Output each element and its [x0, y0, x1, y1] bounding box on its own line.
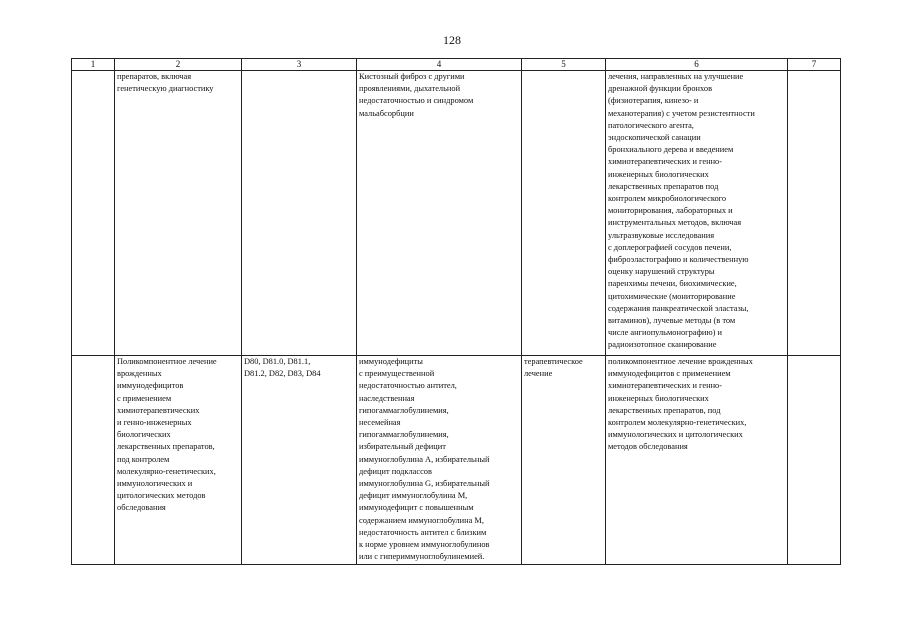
header-row [72, 59, 841, 71]
table-cell-col4 [357, 356, 522, 565]
table-cell-col7 [788, 71, 841, 356]
table-cell-col4 [357, 71, 522, 356]
table-cell-col2 [115, 71, 242, 356]
table-cell-col7 [788, 356, 841, 565]
table-cell-col6 [606, 71, 788, 356]
column-header-2: 2 [115, 59, 242, 71]
diagnosis-text: Кистозный фиброз с другими проявлениями, дыхательной недостаточностью и синдромом мальабсорбции [359, 72, 474, 118]
medical-care-table [71, 58, 841, 565]
diagnosis-text: иммунодефициты с преимущественной недостаточностью антител, наследственная гипогаммаглобулинемия, несемейная гипогаммаглобулинемия, избирательный дефицит иммуноглобулина A, избирательный дефицит подклассов иммуноглобулина G, избирательный дефицит иммуноглобулина M, иммунодефицит с повышенным содержанием иммуноглобулина M, недостаточность антител с близким к норме уровнем иммуноглобулинов или с гипериммуноглобулинемией. [359, 357, 490, 562]
column-header-4: 4 [357, 59, 522, 71]
column-header-3: 3 [242, 59, 357, 71]
table-cell-col1 [72, 356, 115, 565]
treatment-method-text: лечения, направленных на улучшение дренажной функции бронхов (физиотерапия, кинезо- и механотерапия) с учетом резистентности патологического агента, эндоскопической санации бронхиального дерева и введением химиотерапевтических и генно- инженерных биологических лекарственных препаратов под контролем микробиологического мониторирования, лабораторных и инструментальных методов, включая ультразвуковые исследования с доплерографией сосудов печени, фиброэластографию и количественную оценку нарушений структуры паренхимы печени, биохимические, цитохимические (мониторирование содержания панкреатической эластазы, витаминов), лучевые методы (в том числе ангиопульмонографию) и радиоизотопное сканирование [608, 72, 755, 350]
table-cell-col5 [522, 356, 606, 565]
table-row [72, 71, 841, 356]
table-cell-col1 [72, 71, 115, 356]
table-cell-col6 [606, 356, 788, 565]
table-cell-col3 [242, 356, 357, 565]
table-row [72, 356, 841, 565]
column-header-1: 1 [72, 59, 115, 71]
icd-codes-text: D80, D81.0, D81.1, D81.2, D82, D83, D84 [244, 357, 321, 379]
column-header-6: 6 [606, 59, 788, 71]
treatment-type-text: препаратов, включая генетическую диагностику [117, 72, 214, 94]
table-cell-col5 [522, 71, 606, 356]
treatment-type-text: Поликомпонентное лечение врожденных иммунодефицитов с применением химиотерапевтических и генно-инженерных биологических лекарственных препаратов, под контролем молекулярно-генетических, иммунологических и цитологических методов обследования [117, 357, 217, 513]
table-cell-col2 [115, 356, 242, 565]
treatment-method-text: поликомпонентное лечение врожденных иммунодефицитов с применением химиотерапевтических и генно- инженерных биологических лекарственных препаратов, под контролем молекулярно-генетических, иммунологических и цитологических методов обследования [608, 357, 753, 452]
column-header-7: 7 [788, 59, 841, 71]
column-header-5: 5 [522, 59, 606, 71]
page-number: 128 [443, 33, 461, 47]
table-cell-col3 [242, 71, 357, 356]
treatment-kind-text: терапевтическое лечение [524, 357, 583, 379]
